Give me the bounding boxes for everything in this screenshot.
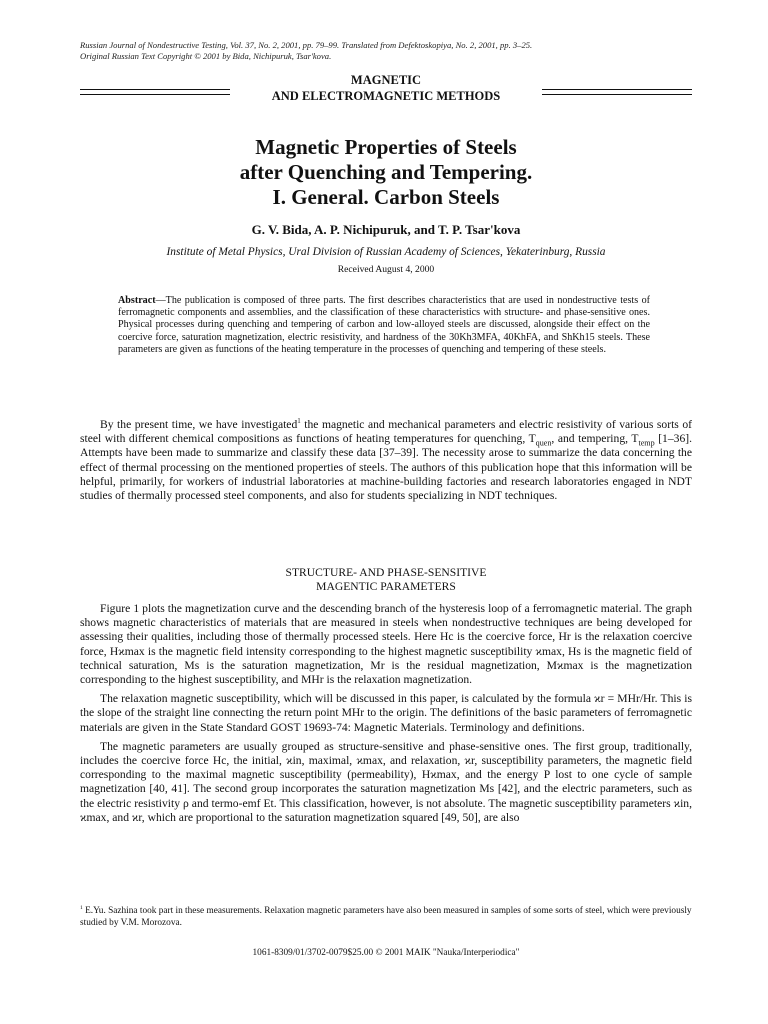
title-line2: after Quenching and Tempering. [239,160,533,184]
page-footer: 1061-8309/01/3702-0079$25.00 © 2001 MAIK "Nauka/Interperiodica" [252,948,520,958]
paragraph-groups: The magnetic parameters are usually grouped as structure-sensitive and phase-sensitive ones. The first group, traditionally, includes the coercive force Hc, the initial, ϰin, maximal, ϰmax, and relaxation, ϰr, susceptibility parameters, the magnetic field corresponding to the maximal magnetic susceptibility (permeability), Hϰmax, and the energy P lost to one cycle of sample magnetization [40, 41]. The second group incorporates the saturation magnetization Ms [42], and the electric parameters, such as the electric resistivity ρ and termo-emf Et. This classification, however, is not absolute. The magnetic susceptibility parameters ϰin, ϰmax, and ϰr, which are proportional to the saturation magnetization squared [49, 50], are also [80,739,692,824]
section-rule-left [80,89,230,95]
intro-text-b: the magnetic and mechanical parameters and electric resistivity of various sorts of steel with different chemical compositions as functions of heating temperatures for quenching, T [80,418,692,446]
received-date: Received August 4, 2000 [337,264,435,275]
paragraph-relaxation: The relaxation magnetic susceptibility, which will be discussed in this paper, is calculated by the formula ϰr = MHr/Hr. This is the slope of the straight line connecting the return point MHr to the origin. The definitions of the basic parameters of ferromagnetic materials are given in the State Standard GOST 19693-74: Magnetic Materials. Terminology and definitions. [80,692,692,734]
intro-paragraph [80,418,692,503]
authors: G. V. Bida, A. P. Nichipuruk, and T. P. Tsar'kova [251,222,521,237]
citation-header [80,40,700,62]
intro-text-d: [1–36]. Attempts have been made to summarize and classify these data [37–39]. The necessity arose to summarize the data concerning the effect of thermal processing on the mentioned properties of steels. The authors of this publication hope that this information will be helpful, primarily, for workers of industrial laboratories at machine-building factories and research laboratories engaged in NDT studies of thermally processed steel components, and also for students specializing in NDT techniques. [80,432,692,503]
section-heading-line1: MAGNETIC [350,73,422,87]
abstract-text: —The publication is composed of three parts. The first describes characteristics that are used in nondestructive tests of ferromagnetic components and assemblies, and the classification of these characteristics with structure- and phase-sensitive ones. Physical processes during quenching and tempering of carbon and low-alloyed steels are discussed, alongside their effect on the coercive force, saturation magnetization, electric resistivity, and hardness of the 30Kh3MFA, 40KhFA, and ShKh15 steels. These parameters are given as functions of the heating temperature in the processes of quenching and tempering of these steels. [118,295,650,355]
intro-section [80,418,692,508]
footnote-mark: 1 [80,904,83,911]
title-line1: Magnetic Properties of Steels [255,135,517,159]
intro-text-a: By the present time, we have investigated [100,418,298,431]
footnote-text: E.Yu. Sazhina took part in these measurements. Relaxation magnetic parameters have also been measured in samples of some sorts of steel, which were previously studied by V.M. Morozova. [80,906,692,928]
main-body [80,602,692,830]
copyright-line: Original Russian Text Copyright © 2001 by Bida, Nichipuruk, Tsar'kova. [80,51,332,61]
citation-line: Russian Journal of Nondestructive Testing, Vol. 37, No. 2, 2001, pp. 79–99. Translated from Defektoskopiya, No. 2, 2001, pp. 3–25. [80,40,533,50]
section-rule-right [542,89,692,95]
paper-title [80,135,692,210]
subheading-line1: STRUCTURE- AND PHASE-SENSITIVE [285,566,487,579]
paragraph-figure1: Figure 1 plots the magnetization curve and the descending branch of the hysteresis loop of a ferromagnetic material. The graph shows magnetic characteristics of materials that are measured in steels when nondestructive techniques are being developed for assessing their qualities, including those of thermally processed steels. Here Hc is the coercive force, Hr is the relaxation coercive force, Hϰmax is the magnetic field intensity corresponding to the highest magnetic susceptibility ϰmax, Hs is the magnetic field of technical saturation, Ms is the saturation magnetization, Mr is the residual magnetization, Mϰmax is the magnetization corresponding to the highest susceptibility, and MHr is the relaxation magnetization. [80,602,692,687]
subscript-quen: quen [535,438,552,448]
title-line3: I. General. Carbon Steels [272,185,500,209]
affiliation: Institute of Metal Physics, Ural Division of Russian Academy of Sciences, Yekaterinburg, Russia [166,246,606,258]
footnote [80,905,692,929]
subscript-temp: temp [638,438,655,448]
abstract [118,295,650,356]
footnote-ref: 1 [297,417,301,426]
section-heading [80,72,692,104]
section-heading-line2: AND ELECTROMAGNETIC METHODS [271,89,501,103]
subheading-line2: MAGENTIC PARAMETERS [316,580,456,593]
abstract-label: Abstract [118,295,156,306]
section-subheading [80,566,692,594]
intro-text-c: , and tempering, T [551,432,639,446]
